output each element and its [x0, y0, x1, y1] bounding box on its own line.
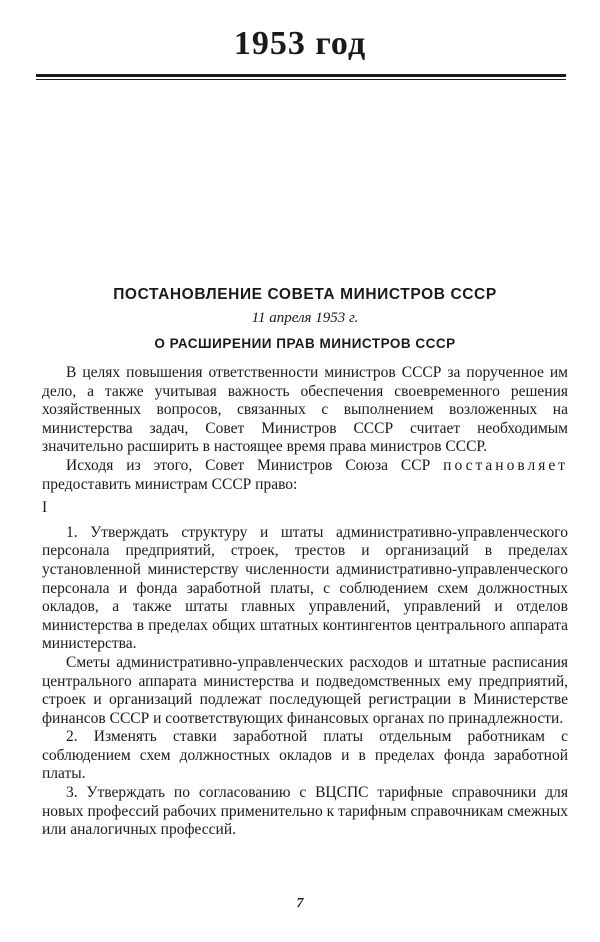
resolution-lead: Исходя из этого, Совет Министров Союза ССР [66, 456, 431, 474]
title-rule-thick [36, 74, 566, 77]
decree-item-2: 2. Изменять ставки заработной платы отдельным работникам с соблюдением схем должностных окладов и в пределах фонда заработной платы. [42, 728, 568, 783]
decree-item-1: 1. Утверждать структуру и штаты административно-управленческого персонала предприятий, строек, трестов и организаций в пределах установленной министерству численности административно-управленческого персонала и фонда заработной платы, с соблюдением схем должностных окладов, а также штаты главных управлений, управлений и отделов министерства в пределах общих штатных контингентов центрального аппарата министерства. [42, 523, 568, 653]
page-title: 1953 год [233, 25, 367, 62]
title-rule-thin [36, 79, 566, 80]
decree-block [42, 284, 568, 840]
decree-date: 11 апреля 1953 г. [251, 310, 359, 326]
decree-body [42, 364, 568, 840]
decree-subject: О РАСШИРЕНИИ ПРАВ МИНИСТРОВ СССР [154, 336, 456, 351]
resolution-tail: предоставить министрам СССР право: [42, 475, 298, 493]
resolution-paragraph [42, 457, 568, 494]
section-number: I [42, 499, 48, 517]
intro-paragraph: В целях повышения ответственности министров СССР за порученное им дело, а также учитывая важность обеспечения своевременного решения хозяйственных вопросов, связанных с выполнением возложенных на министерства задач, Совет Министров СССР считает необходимым значительно расширить в настоящее время права министров СССР. [42, 364, 568, 456]
decree-heading: ПОСТАНОВЛЕНИЕ СОВЕТА МИНИСТРОВ СССР [113, 286, 497, 303]
decree-item-1-estimates: Сметы административно-управленческих расходов и штатные расписания центрального аппарата министерства и подведомственных ему предприятий, строек и организаций подлежат последующей регистрации в Министерстве финансов СССР и соответствующих финансовых органах по принадлежности. [42, 653, 568, 727]
decree-item-3: 3. Утверждать по согласованию с ВЦСПС тарифные справочники для новых профессий рабочих применительно к тарифным справочникам смежных или аналогичных профессий. [42, 784, 568, 839]
resolution-word: постановляет [443, 456, 568, 474]
page-number: 7 [296, 896, 304, 911]
